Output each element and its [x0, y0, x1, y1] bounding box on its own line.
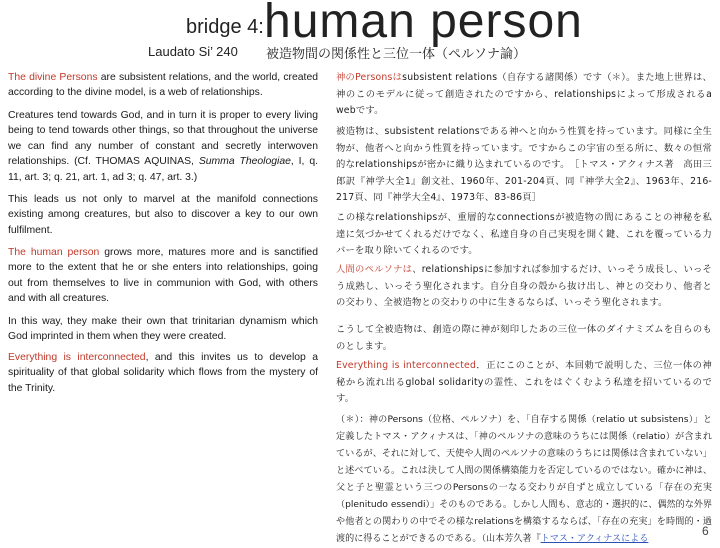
jp-text: ．正にこのことが、本回勅で説明した、三位一体の神秘から流れ出るglobal solidarityの霊性、これをはぐくむよう私達を招いているのです。	[336, 360, 712, 404]
jp-paragraph-2: 被造物は、subsistent relationsである神へと向かう性質を持っています。同様に全生物が、他者へと向かう性質を持っています。ですからこの宇宙の至る所に、数々の恒常的なrelationshipsが密かに織り込まれているのです。 ［トマス・アクィナス著 高田三郎訳『神学大全1』創文社、1960年、201-204頁、同『神学大全2』、1963年、216-217頁、同『神学大全4』、1973年、83-86頁］	[336, 126, 712, 203]
jp-text: 、relationshipsに参加すれば参加するだけ、いっそう成長し、いっそう成熟し、いっそう聖化されます。自分自身の殻から抜け出し、神との交わり、他者との交わり、全被造物との交わりの中に生きるならば、いっそう聖化されます。	[336, 264, 712, 308]
jp-paragraph-1	[336, 70, 712, 120]
footnote-link[interactable]: トマス・アクィナスによる	[540, 534, 649, 544]
en-text: Creatures tend towards God, and in turn it is proper to every living being to tend towards other things, so that throughout the universe we can find any number of constant and secretly interwoven relationships. (Cf. THOMAS AQUINAS,	[8, 110, 318, 168]
subtitle-japanese: 被造物間の関係性と三位一体（ペルソナ論）	[266, 47, 527, 62]
en-paragraph-1	[8, 70, 318, 101]
en-highlight-divine-persons: The divine Persons	[8, 72, 98, 83]
en-italic-summa: Summa Theologiae	[198, 156, 291, 168]
en-paragraph-3: This leads us not only to marvel at the manifold connections existing among creatures, but also to discover a key to our own fulfilment.	[8, 194, 318, 236]
jp-highlight-interconnected: Everything is interconnected	[336, 360, 477, 371]
en-text: grows more, matures more and is sanctified more to the extent that he or she enters into relationships, going out from themselves to live in communion with God, with others and with all creatures.	[8, 247, 318, 305]
jp-paragraph-6	[336, 358, 712, 408]
page-number: 6	[702, 524, 709, 538]
en-text: , and this invites us to develop a spirituality of that global solidarity which flows from the mystery of the Trinity.	[8, 352, 318, 394]
title-prefix: bridge 4:	[186, 16, 264, 38]
en-paragraph-2	[8, 108, 318, 185]
en-text: , I, q. 11, art. 3; q. 21, art. 1, ad 3; q. 47, art. 3.)	[8, 156, 318, 183]
en-text: are subsistent relations, and the world, created according to the divine model, is a web of relationships.	[8, 72, 319, 99]
jp-paragraph-4	[336, 262, 712, 312]
source-reference: Laudato Si’ 240	[148, 44, 238, 59]
jp-paragraph-5: こうして全被造物は、創造の際に神が刻印したあの三位一体のダイナミズムを自らのものとします。	[336, 324, 712, 352]
jp-paragraph-3: この様なrelationshipsが、重層的なconnectionsが被造物の間にあることの神秘を私達に気づかせてくれるだけでなく、私達自身の自己実現を開く鍵、これを覆っている力バーを取り除いてくれるのです。	[336, 212, 712, 256]
slide-header	[0, 0, 720, 46]
en-paragraph-4	[8, 245, 318, 307]
en-paragraph-6	[8, 350, 318, 396]
en-highlight-interconnected: Everything is interconnected	[8, 352, 146, 363]
footnote-text: （＊）：神のPersons（位格、ペルソナ）を、「自存する関係（relatio ut subsistens）」と定義したトマス・アクィナスは、「神のペルソナの意味のうちには関係（relatio）が含まれているが、それに対して、天使や人間のペルソナの意味のうちには関係は含まれていない」と述べている。これは決して人間の関係構築能力を否定しているのではない。確かに神は、父と子と聖霊という三つのPersonsの一なる交わりが自ずと成立している「存在の充実（plenitudo essendi）」そのものである。しかし人間も、意志的・選択的に、偶然的な外界や他者との関わりの中でその様なrelationsを構築するならば、「存在の充実」を時間的・過渡的に得ることができるのである。（山本芳久著『	[336, 415, 713, 544]
jp-highlight-human-person: 人間のペルソナは	[336, 264, 413, 275]
jp-highlight-divine-persons: 神のPersonsは	[336, 72, 403, 83]
jp-text: subsistent relations（自存する諸関係）です（＊）。また地上世界は、神のこのモデルに従って創造されたのですから、relationshipsによって形成されるa webです。	[336, 72, 712, 116]
footnote	[336, 412, 712, 548]
en-highlight-human-person: The human person	[8, 247, 100, 258]
en-paragraph-5: In this way, they make their own that trinitarian dynamism which God imprinted in them when they were created.	[8, 316, 318, 343]
slide-title: human person	[264, 0, 583, 48]
